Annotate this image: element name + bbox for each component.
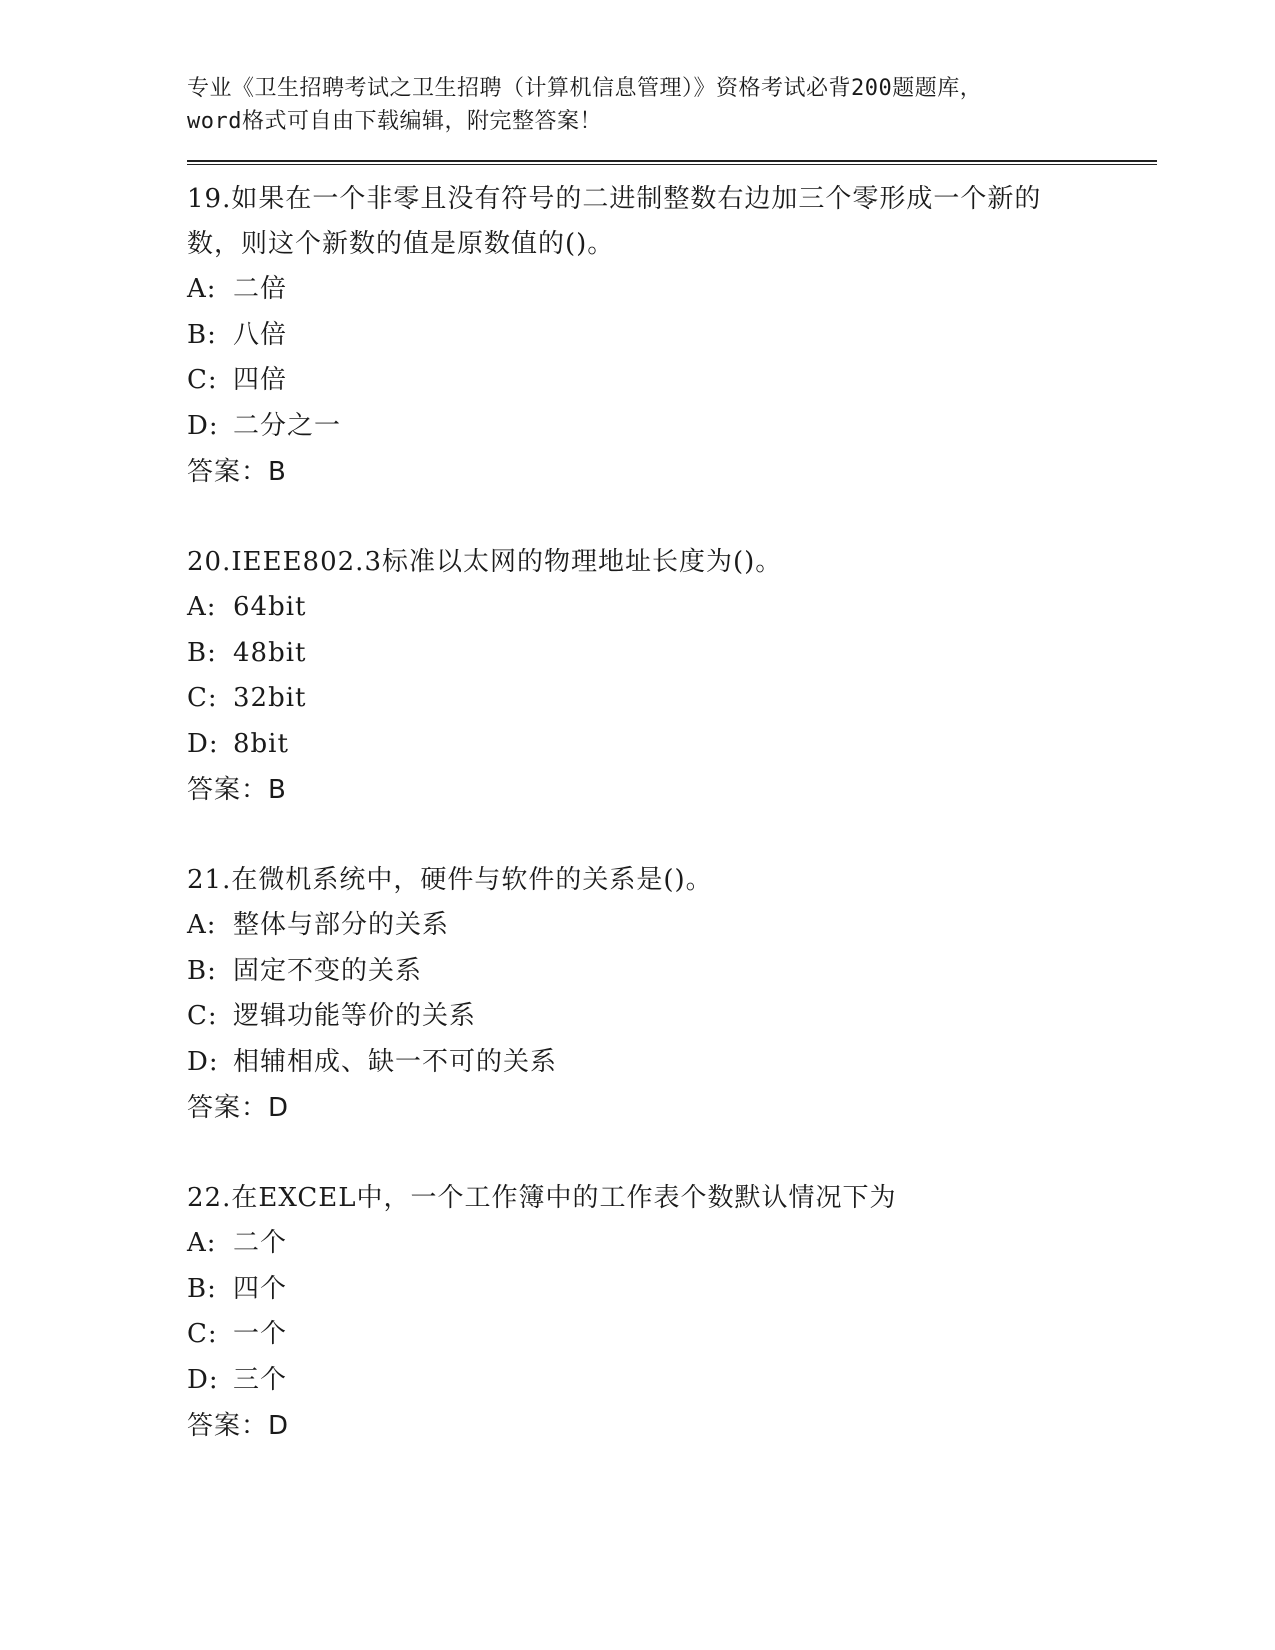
question-stem: 20.IEEE802.3标准以太网的物理地址长度为()。 (187, 547, 783, 577)
option-letter: A: (187, 592, 217, 622)
option-b (187, 949, 1157, 995)
option-text: 整体与部分的关系 (233, 910, 450, 940)
question-22 (187, 1176, 1157, 1449)
answer-value: D (268, 1093, 290, 1123)
option-text: 逻辑功能等价的关系 (233, 1001, 477, 1031)
option-letter: B: (187, 637, 217, 668)
document-page (187, 72, 1157, 1494)
option-text: 相辅相成、缺一不可的关系 (233, 1046, 558, 1077)
option-d (187, 1358, 1157, 1404)
option-letter: C: (187, 365, 218, 395)
answer-line (187, 767, 1157, 813)
option-d (187, 1040, 1157, 1086)
document-header (187, 72, 1087, 138)
option-a (187, 585, 1157, 631)
answer-line (187, 1403, 1157, 1449)
answer-value: B (268, 457, 287, 487)
option-letter: C: (187, 683, 218, 713)
option-text: 8bit (233, 728, 289, 759)
option-letter: B: (187, 1273, 217, 1304)
option-text: 固定不变的关系 (233, 955, 423, 986)
option-a (187, 1221, 1157, 1267)
option-text: 四倍 (233, 365, 288, 395)
question-list (187, 177, 1157, 1449)
header-divider (187, 160, 1157, 165)
header-line-1: 专业《卫生招聘考试之卫生招聘（计算机信息管理）》资格考试必背200题题库， (187, 76, 983, 101)
option-letter: D: (187, 728, 219, 759)
option-c (187, 1312, 1157, 1358)
answer-line (187, 449, 1157, 495)
answer-value: D (268, 1411, 290, 1441)
question-21 (187, 858, 1157, 1131)
option-letter: A: (187, 274, 217, 304)
option-letter: A: (187, 910, 217, 940)
option-letter: D: (187, 410, 219, 441)
option-b (187, 313, 1157, 359)
question-19 (187, 177, 1157, 495)
option-a (187, 267, 1157, 313)
option-text: 32bit (233, 683, 307, 713)
option-text: 48bit (233, 637, 307, 668)
option-letter: C: (187, 1319, 218, 1349)
option-text: 一个 (233, 1319, 288, 1349)
option-text: 二倍 (233, 274, 288, 304)
option-d (187, 404, 1157, 450)
answer-label: 答案： (187, 1411, 269, 1441)
option-text: 二分之一 (233, 410, 342, 441)
option-text: 64bit (233, 592, 307, 622)
option-text: 八倍 (233, 319, 288, 350)
answer-value: B (268, 775, 287, 805)
option-c (187, 358, 1157, 404)
question-stem: 22.在EXCEL中，一个工作簿中的工作表个数默认情况下为 (187, 1183, 897, 1213)
option-letter: D: (187, 1364, 219, 1395)
question-20 (187, 540, 1157, 813)
option-letter: B: (187, 319, 217, 350)
answer-label: 答案： (187, 457, 269, 487)
header-line-2: word格式可自由下载编辑，附完整答案！ (187, 109, 602, 134)
answer-label: 答案： (187, 1093, 269, 1123)
answer-line (187, 1085, 1157, 1131)
option-c (187, 676, 1157, 722)
answer-label: 答案： (187, 775, 269, 805)
option-b (187, 1267, 1157, 1313)
question-stem: 19.如果在一个非零且没有符号的二进制整数右边加三个零形成一个新的数，则这个新数的值是原数值的()。 (187, 184, 1042, 259)
option-d (187, 722, 1157, 768)
option-letter: D: (187, 1046, 219, 1077)
option-text: 四个 (233, 1273, 288, 1304)
option-letter: A: (187, 1228, 217, 1258)
option-a (187, 903, 1157, 949)
option-letter: B: (187, 955, 217, 986)
option-letter: C: (187, 1001, 218, 1031)
option-text: 三个 (233, 1364, 288, 1395)
option-text: 二个 (233, 1228, 288, 1258)
question-stem: 21.在微机系统中，硬件与软件的关系是()。 (187, 865, 713, 895)
option-b (187, 631, 1157, 677)
option-c (187, 994, 1157, 1040)
